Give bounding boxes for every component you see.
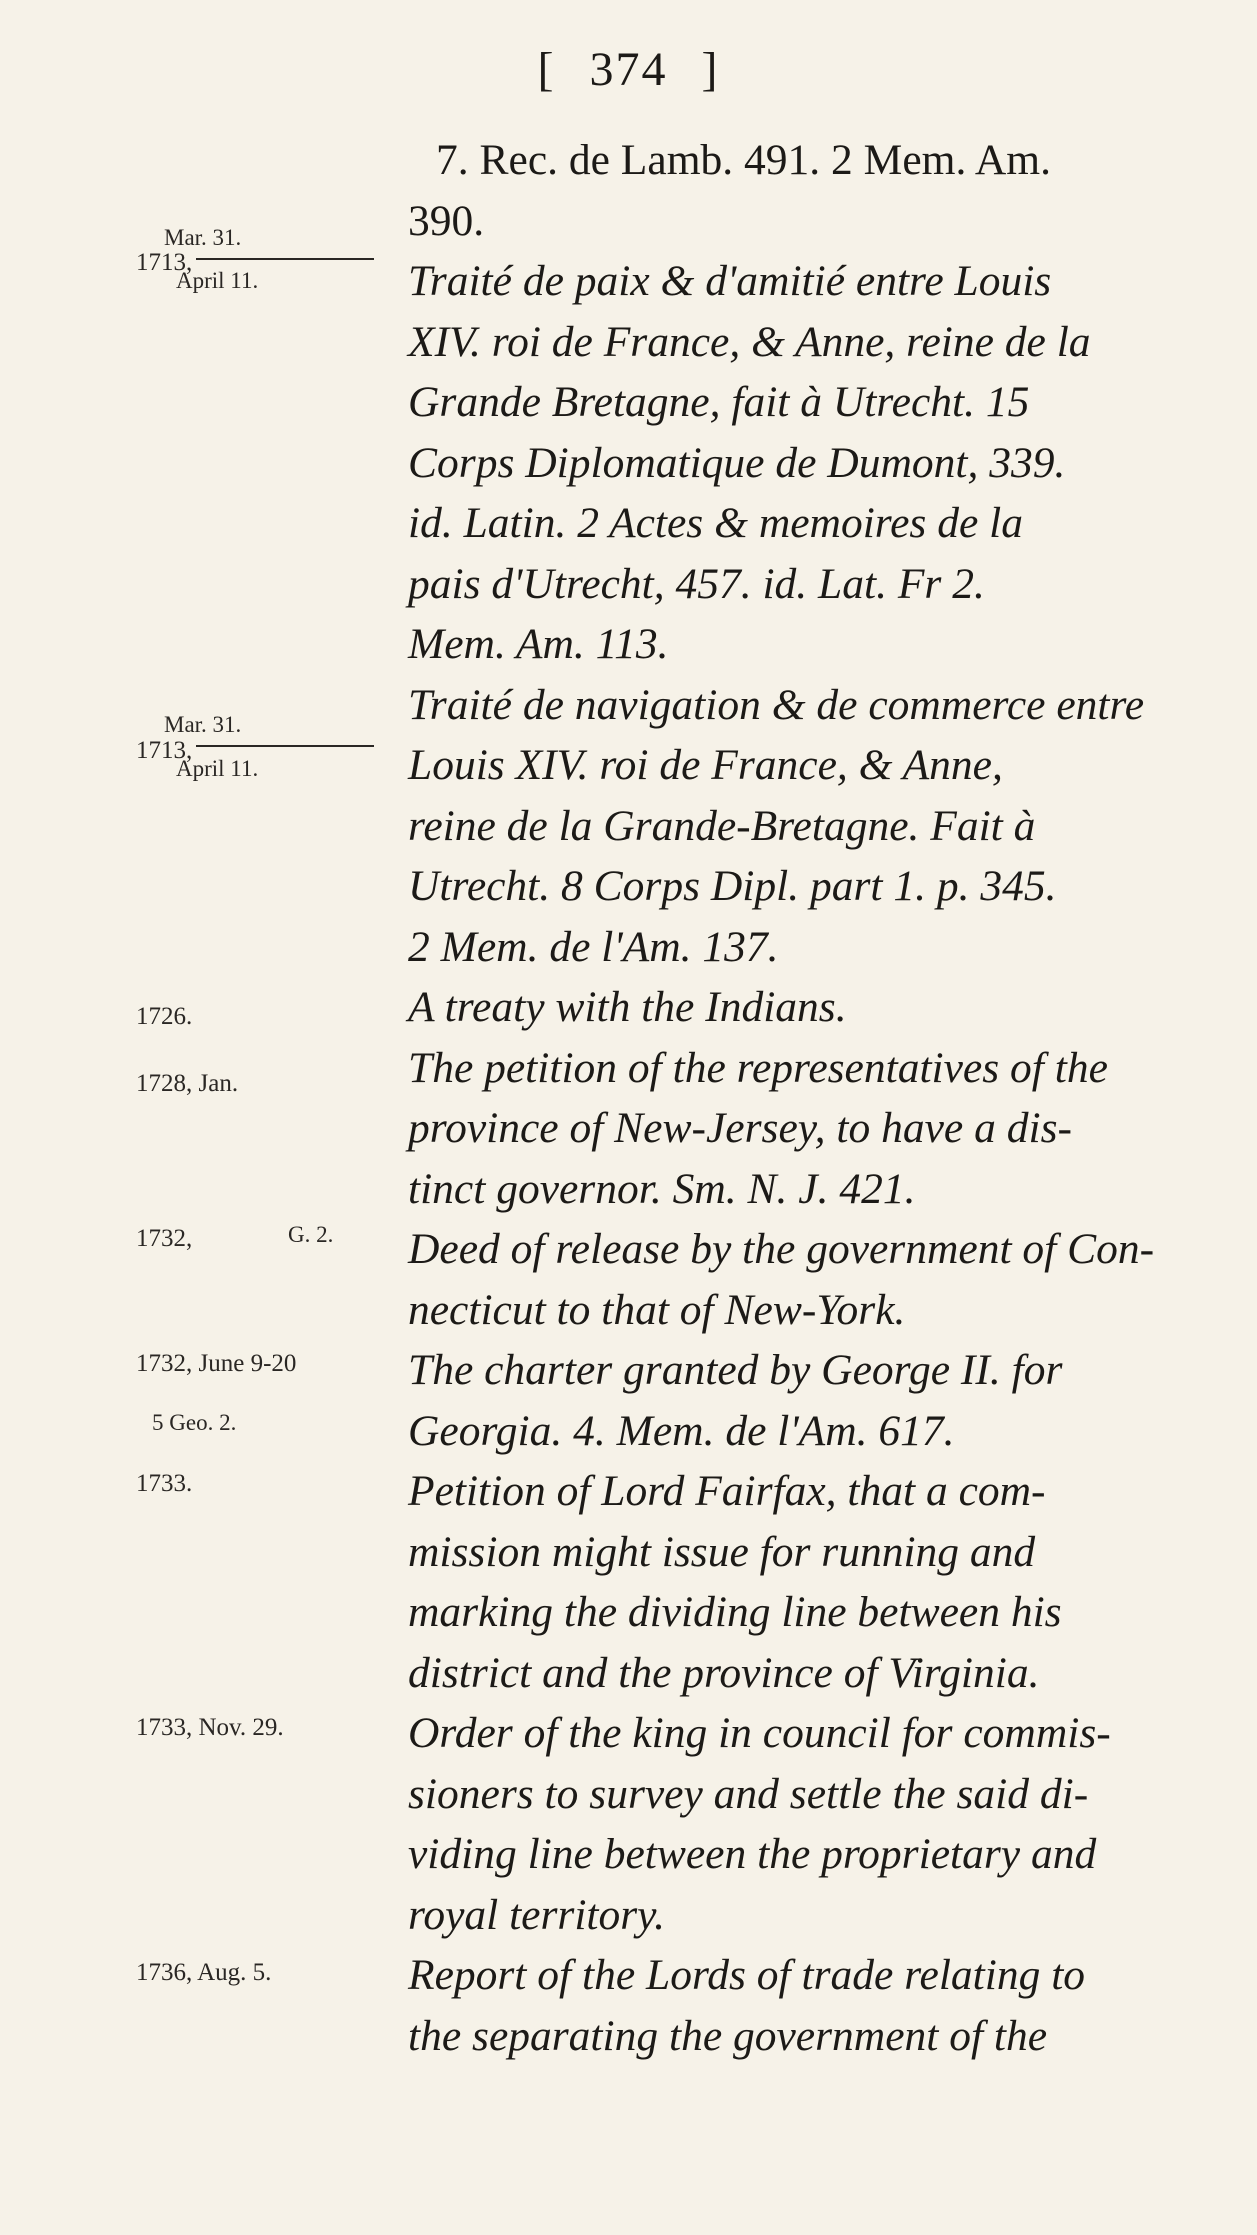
text-line: necticut to that of New-York. xyxy=(408,1285,906,1334)
text-line: viding line between the proprietary and xyxy=(408,1830,1097,1878)
text-line: XIV. roi de France, & Anne, reine de la xyxy=(408,317,1091,366)
margin-year-1732-b: 1732, June 9-20 xyxy=(136,1350,297,1377)
text-line: mission might issue for running and xyxy=(408,1527,1036,1576)
margin-date-mar31-b: Mar. 31. xyxy=(164,712,242,737)
text-line: marking the dividing line between his xyxy=(408,1588,1062,1636)
text-line: tinct governor. Sm. N. J. 421. xyxy=(408,1164,916,1213)
text-line: 2 Mem. de l'Am. 137. xyxy=(408,922,779,971)
text-line: Report of the Lords of trade relating to xyxy=(408,1951,1086,1999)
margin-year-1713-a: 1713, xyxy=(136,249,193,276)
margin-ref-g2: G. 2. xyxy=(288,1222,334,1247)
margin-rule-b xyxy=(196,745,374,747)
margin-rule-a xyxy=(196,258,374,260)
text-line: Corps Diplomatique de Dumont, 339. xyxy=(408,438,1066,487)
text-line: 7. Rec. de Lamb. 491. 2 Mem. Am. xyxy=(436,136,1051,184)
text-line: Order of the king in council for commis- xyxy=(408,1709,1111,1757)
text-line: Louis XIV. roi de France, & Anne, xyxy=(408,741,1003,789)
margin-notes xyxy=(0,0,400,2235)
text-line: Georgia. 4. Mem. de l'Am. 617. xyxy=(408,1406,955,1455)
right-bracket: ] xyxy=(701,43,720,96)
margin-year-1726: 1726. xyxy=(136,1003,193,1030)
text-line: Traité de paix & d'amitié entre Louis xyxy=(408,257,1052,305)
margin-year-1733-a: 1733. xyxy=(136,1470,193,1497)
page-number: 374 xyxy=(589,43,668,96)
text-line: The petition of the representatives of the xyxy=(408,1043,1108,1092)
margin-year-1733-b: 1733, Nov. 29. xyxy=(136,1714,284,1741)
text-line: royal territory. xyxy=(408,1890,665,1939)
text-line: district and the province of Virginia. xyxy=(408,1648,1040,1697)
margin-date-april11-b: April 11. xyxy=(176,756,259,781)
margin-year-1736: 1736, Aug. 5. xyxy=(136,1959,272,1986)
text-line: The charter granted by George II. for xyxy=(408,1346,1063,1394)
margin-date-mar31-a: Mar. 31. xyxy=(164,225,242,250)
margin-year-1713-b: 1713, xyxy=(136,737,193,764)
text-line: Utrecht. 8 Corps Dipl. part 1. p. 345. xyxy=(408,862,1057,910)
text-line: province of New-Jersey, to have a dis- xyxy=(408,1104,1072,1152)
text-line: Traité de navigation & de commerce entre xyxy=(408,680,1145,729)
text-line: id. Latin. 2 Actes & memoires de la xyxy=(408,499,1023,547)
text-line: Grande Bretagne, fait à Utrecht. 15 xyxy=(408,378,1030,426)
text-line: A treaty with the Indians. xyxy=(408,983,847,1031)
text-line: Mem. Am. 113. xyxy=(408,620,669,668)
text-line: pais d'Utrecht, 457. id. Lat. Fr 2. xyxy=(408,559,985,608)
text-line: reine de la Grande-Bretagne. Fait à xyxy=(408,801,1036,850)
margin-year-1728: 1728, Jan. xyxy=(136,1070,239,1097)
text-line: the separating the government of the xyxy=(408,2011,1048,2060)
text-line: Petition of Lord Fairfax, that a com- xyxy=(408,1467,1046,1515)
margin-date-april11-a: April 11. xyxy=(176,268,259,293)
margin-year-1732-a: 1732, xyxy=(136,1225,193,1252)
text-line: sioners to survey and settle the said di- xyxy=(408,1769,1089,1818)
left-bracket: [ xyxy=(537,43,556,96)
text-line: Deed of release by the government of Con- xyxy=(408,1225,1155,1273)
main-text xyxy=(408,130,1208,2066)
margin-ref-5geo2: 5 Geo. 2. xyxy=(152,1410,237,1435)
text-line: 390. xyxy=(408,196,485,245)
